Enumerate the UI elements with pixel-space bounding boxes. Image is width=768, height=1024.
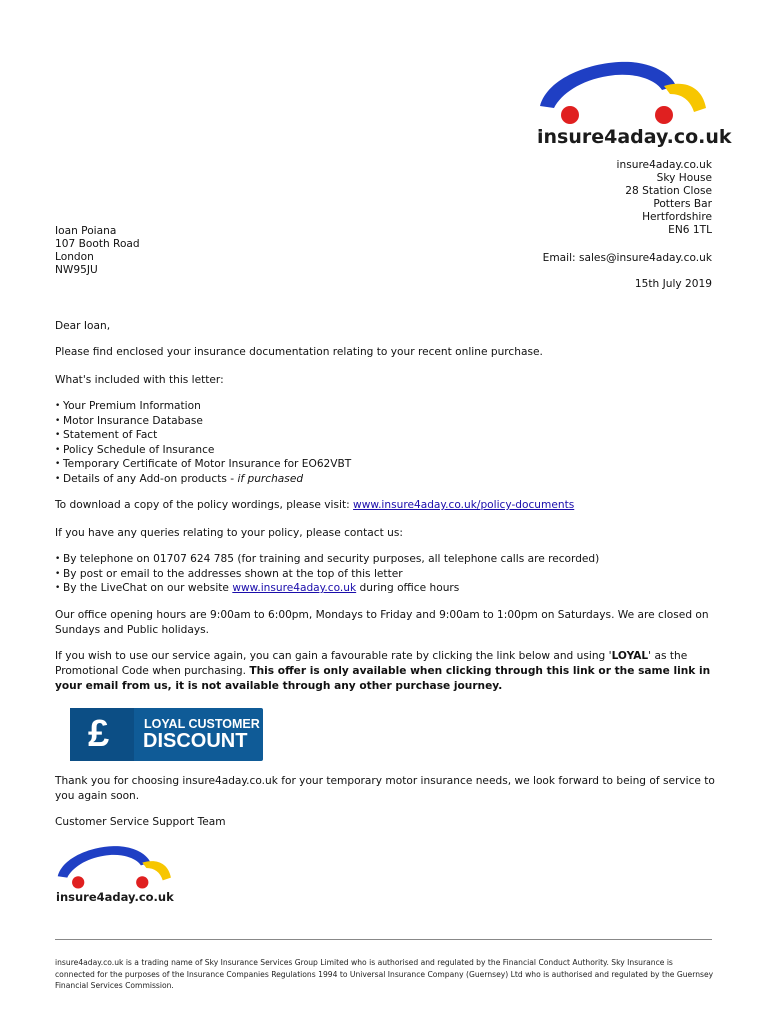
recipient-line: Ioan Poiana	[55, 225, 117, 237]
policy-documents-link[interactable]: www.insure4aday.co.uk/policy-documents	[353, 499, 575, 511]
recipient-address	[55, 225, 140, 277]
list-item: • Your Premium Information	[55, 399, 351, 414]
sender-line: Hertfordshire	[642, 211, 712, 223]
offer-text-2: ' as the Promotional Code when purchasing.	[55, 650, 688, 677]
recipient-line: 107 Booth Road	[55, 238, 140, 250]
livechat-after: during office hours	[356, 582, 460, 595]
list-item: • Temporary Certificate of Motor Insurance for EO62VBT	[55, 457, 351, 472]
addon-text: Details of any Add-on products -	[63, 472, 238, 485]
intro-paragraph: Please find enclosed your insurance documentation relating to your recent online purchase.	[55, 346, 543, 358]
list-item: • By telephone on 01707 624 785 (for training and security purposes, all telephone calls are recorded)	[55, 552, 599, 567]
queries-heading: If you have any queries relating to your policy, please contact us:	[55, 527, 403, 539]
sender-line: 28 Station Close	[625, 185, 712, 197]
livechat-before: By the LiveChat on our website	[63, 582, 233, 595]
list-item: • Statement of Fact	[55, 428, 351, 443]
car-logo-graphic	[536, 56, 712, 126]
footer-logo-text: insure4aday.co.uk	[56, 890, 174, 904]
sender-line: EN6 1TL	[668, 224, 712, 236]
sender-address	[617, 159, 712, 237]
pound-icon: £	[88, 713, 110, 755]
list-item	[55, 581, 599, 596]
sender-email: Email: sales@insure4aday.co.uk	[542, 252, 712, 264]
download-text: To download a copy of the policy wordings, please visit:	[55, 499, 354, 511]
salutation: Dear Ioan,	[55, 320, 111, 332]
promo-code: LOYAL	[611, 650, 649, 662]
letter-date: 15th July 2019	[634, 278, 712, 290]
list-item: • Motor Insurance Database	[55, 414, 351, 429]
footer-legal-text: insure4aday.co.uk is a trading name of Sky Insurance Services Group Limited who is authorised and regulated by the Financial Conduct Authority. Sky Insurance is connected for the purposes of the Insurance Companies Regulations 1994 to Universal Insurance Company (Guernsey) Ltd who is authorised and regulated by the Guernsey Financial Services Commission.	[55, 958, 714, 991]
office-hours-paragraph: Our office opening hours are 9:00am to 6:00pm, Mondays to Friday and 9:00am to 1:00pm on Saturdays. We are closed on Sundays and Public holidays.	[55, 609, 709, 636]
sender-line: insure4aday.co.uk	[616, 159, 712, 171]
recipient-line: NW95JU	[55, 264, 98, 276]
included-heading: What's included with this letter:	[55, 374, 224, 386]
header-logo	[536, 56, 732, 151]
recipient-line: London	[55, 251, 94, 263]
thanks-paragraph: Thank you for choosing insure4aday.co.uk for your temporary motor insurance needs, we look forward to being of service to you again soon.	[55, 775, 715, 802]
header-logo-text: insure4aday.co.uk	[537, 126, 732, 148]
signoff: Customer Service Support Team	[55, 816, 226, 828]
pound-icon-box	[70, 708, 134, 761]
offer-paragraph	[55, 649, 720, 694]
download-line	[55, 499, 574, 512]
loyal-customer-discount-banner[interactable]	[70, 708, 263, 761]
included-list	[55, 399, 351, 487]
addon-italic: if purchased	[237, 472, 304, 485]
footer-divider	[55, 939, 712, 940]
sender-line: Potters Bar	[653, 198, 712, 210]
list-item	[55, 472, 351, 487]
list-item: • Policy Schedule of Insurance	[55, 443, 351, 458]
contact-list	[55, 552, 599, 596]
list-item: • By post or email to the addresses shown at the top of this letter	[55, 567, 599, 582]
footer-logo	[55, 842, 175, 904]
banner-line-2: DISCOUNT	[143, 730, 248, 752]
banner-line-1: LOYAL CUSTOMER	[144, 717, 260, 731]
website-link[interactable]: www.insure4aday.co.uk	[232, 582, 357, 595]
offer-bold-text: This offer is only available when clicking through this link or the same link in your email from us, it is not available through any other purchase journey.	[55, 665, 711, 692]
offer-text-1: If you wish to use our service again, you can gain a favourable rate by clicking the link below and using '	[55, 650, 612, 662]
car-logo-graphic	[55, 842, 175, 890]
sender-line: Sky House	[656, 172, 712, 184]
